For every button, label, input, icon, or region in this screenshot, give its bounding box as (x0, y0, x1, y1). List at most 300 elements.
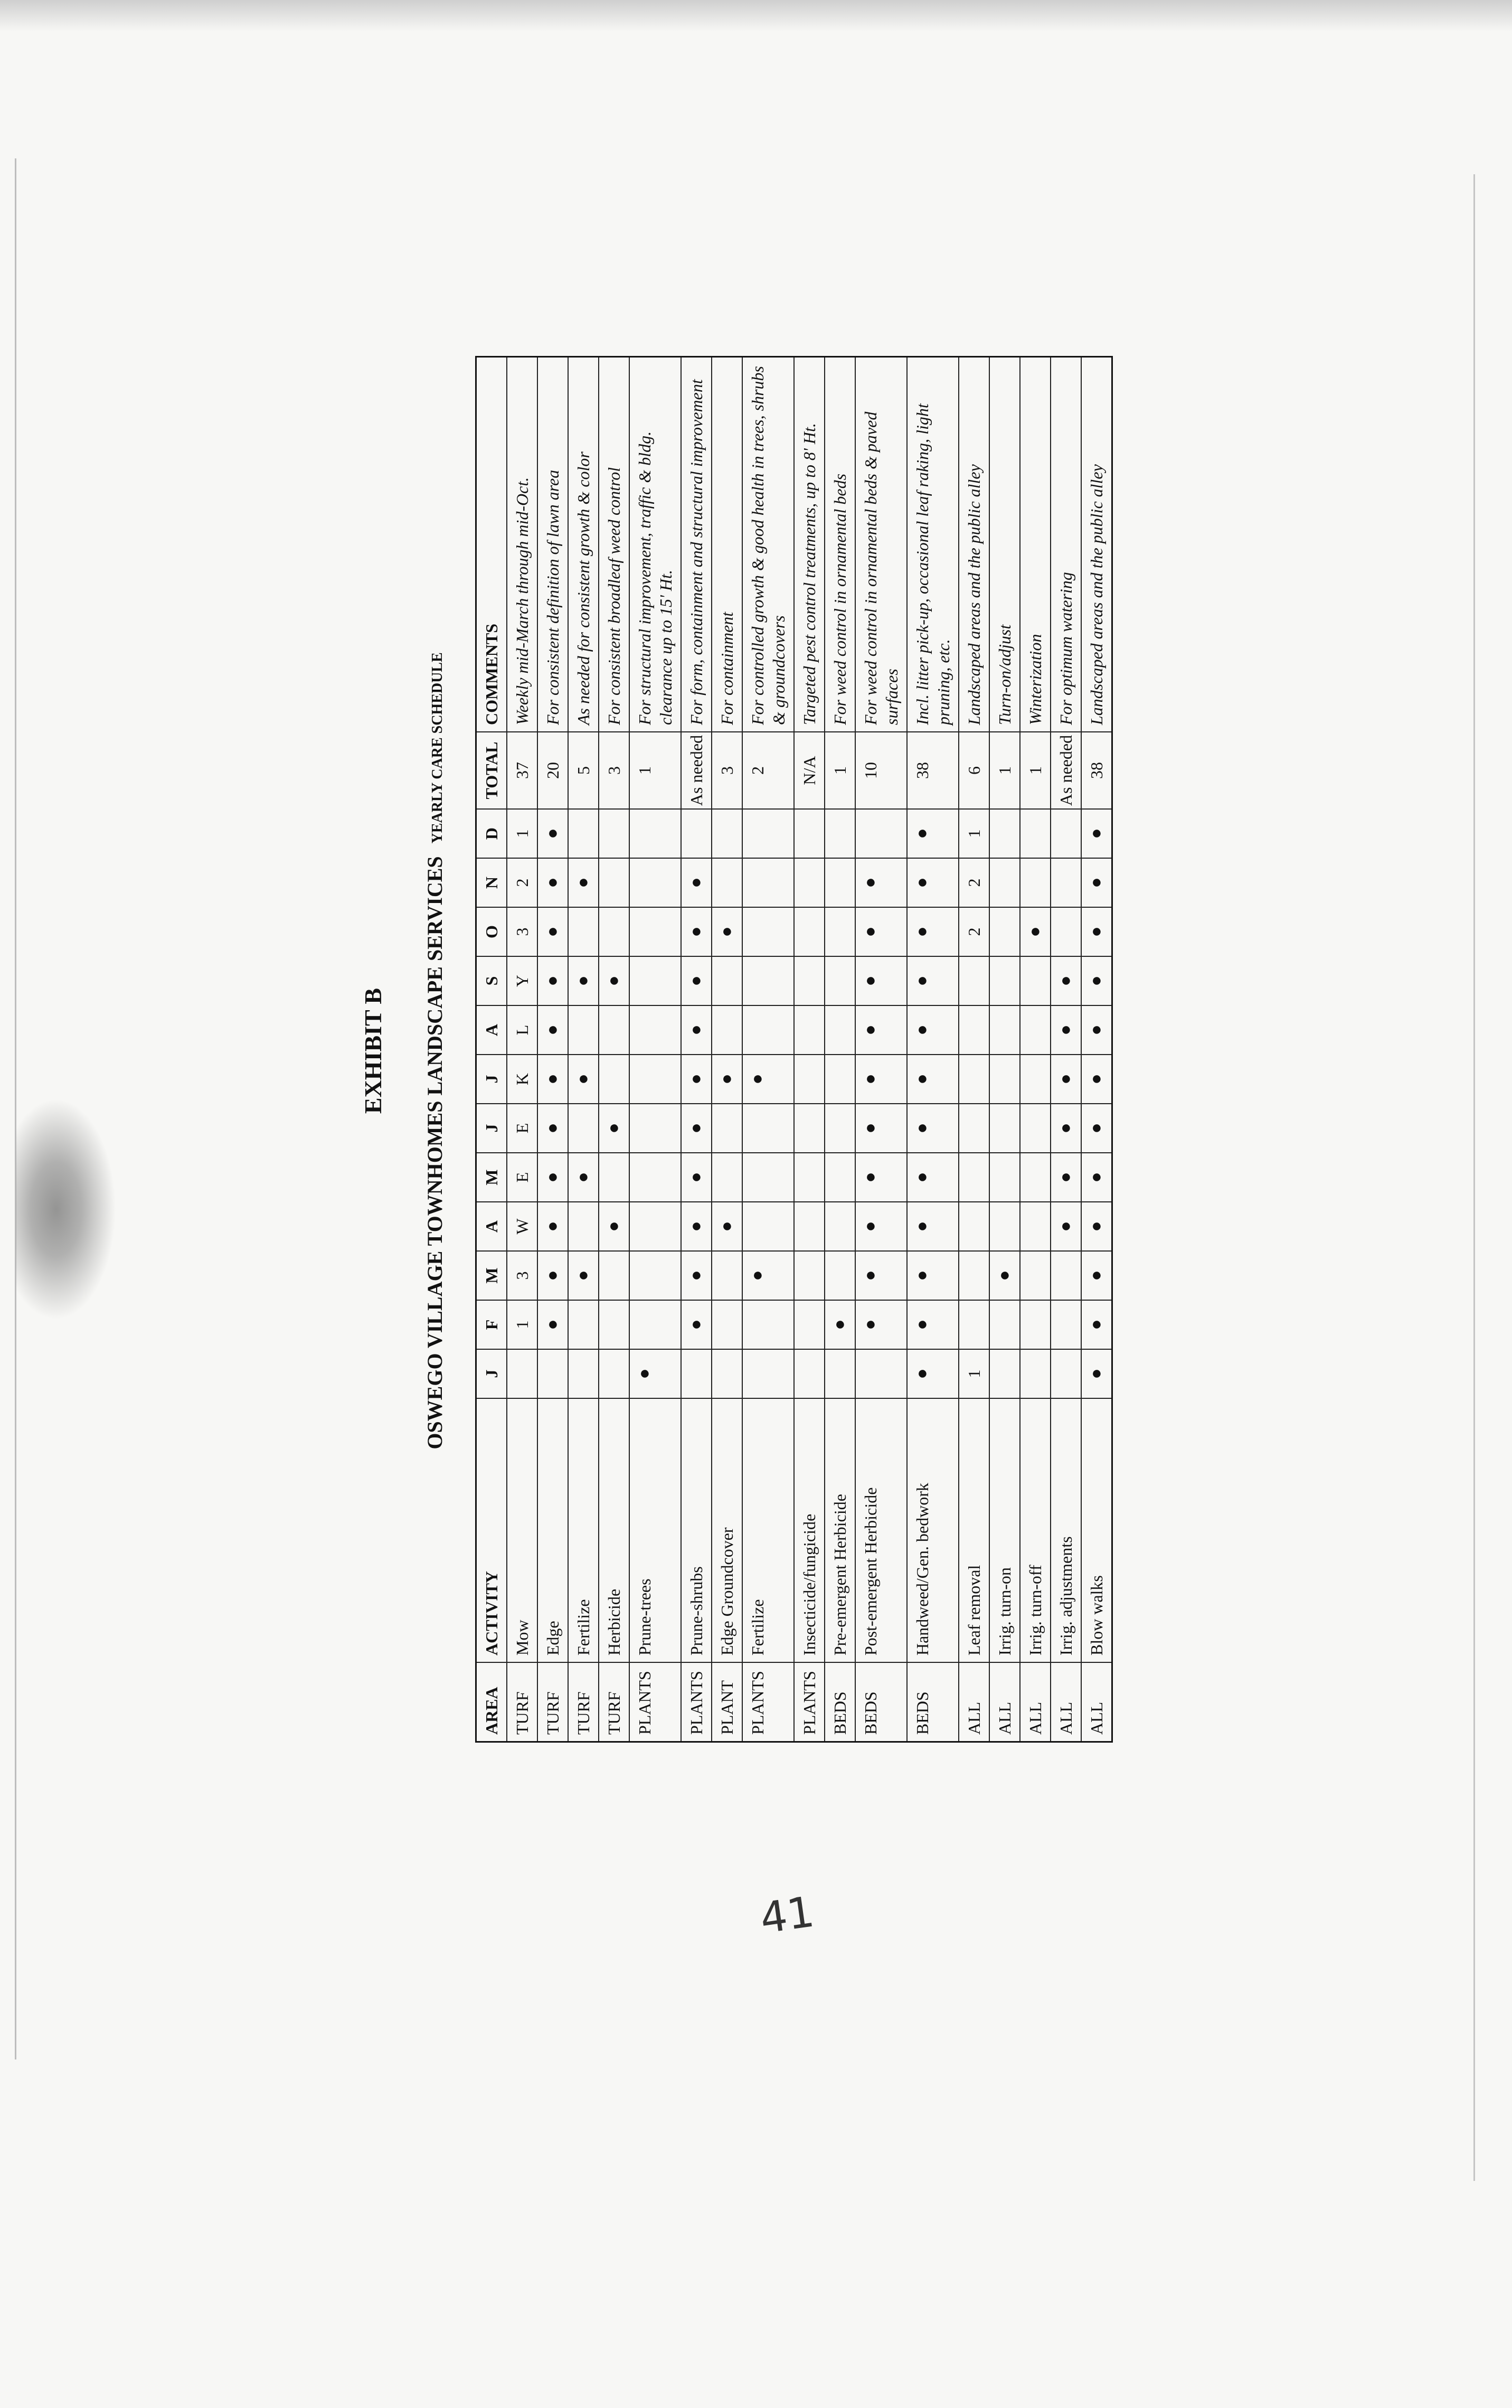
table-row (908, 358, 959, 1741)
month-cell (712, 1349, 742, 1398)
total-cell: 6 (959, 731, 989, 808)
month-cell (743, 1103, 793, 1152)
table-row (630, 358, 682, 1741)
month-cell (856, 1349, 906, 1398)
month-cell (825, 1349, 855, 1398)
total-cell: 38 (908, 731, 958, 808)
header-month: M (477, 1152, 506, 1201)
activity-cell: Mow (507, 1398, 537, 1662)
month-cell (825, 808, 855, 858)
month-cell: ● (825, 1300, 855, 1349)
month-cell (1051, 808, 1081, 858)
activity-cell: Fertilize (743, 1398, 793, 1662)
activity-cell: Irrig. turn-on (990, 1398, 1019, 1662)
month-cell (795, 1054, 824, 1103)
comments-cell: Weekly mid-March through mid-Oct. (513, 477, 532, 725)
month-cell (630, 1152, 681, 1201)
area-cell: BEDS (825, 1662, 855, 1741)
month-cell (990, 956, 1019, 1005)
month-cell: ● (682, 1005, 711, 1054)
area-cell: TURF (507, 1662, 537, 1741)
month-cell: ● (1082, 858, 1111, 907)
month-cell: ● (856, 1103, 906, 1152)
month-cell (1020, 1201, 1050, 1250)
area-cell: ALL (990, 1662, 1019, 1741)
month-cell (569, 1300, 598, 1349)
month-cell (795, 907, 824, 956)
month-cell (990, 1349, 1019, 1398)
month-cell (630, 1103, 681, 1152)
month-cell: ● (682, 1250, 711, 1300)
month-cell: 2 (507, 858, 537, 907)
month-cell (990, 1005, 1019, 1054)
month-cell (743, 1152, 793, 1201)
month-cell (743, 907, 793, 956)
month-cell (795, 1005, 824, 1054)
month-cell (630, 956, 681, 1005)
month-cell (825, 1250, 855, 1300)
month-cell (743, 1005, 793, 1054)
table-row (538, 358, 569, 1741)
month-cell: ● (569, 956, 598, 1005)
month-cell (743, 1300, 793, 1349)
month-cell (795, 858, 824, 907)
area-cell: BEDS (908, 1662, 958, 1741)
header-total: TOTAL (477, 731, 506, 808)
month-cell: ● (908, 1250, 958, 1300)
table-row (795, 358, 825, 1741)
area-cell: ALL (1082, 1662, 1111, 1741)
month-cell (959, 1201, 989, 1250)
comments-cell: For weed control in ornamental beds & paved surfaces (861, 411, 901, 725)
month-cell (569, 907, 598, 956)
total-cell: 3 (599, 731, 629, 808)
month-cell (795, 1250, 824, 1300)
month-cell (599, 1054, 629, 1103)
month-cell (825, 1152, 855, 1201)
month-cell (743, 808, 793, 858)
month-cell: ● (743, 1054, 793, 1103)
document-title: OSWEGO VILLAGE TOWNHOMES LANDSCAPE SERVICES (423, 856, 447, 1450)
month-cell (630, 1054, 681, 1103)
header-month: A (477, 1201, 506, 1250)
month-cell (599, 1005, 629, 1054)
month-cell: ● (1082, 1349, 1111, 1398)
month-cell (990, 808, 1019, 858)
month-cell (1020, 1300, 1050, 1349)
month-cell: ● (1082, 907, 1111, 956)
comments-cell: For weed control in ornamental beds (830, 473, 849, 725)
month-cell: ● (743, 1250, 793, 1300)
month-cell: ● (1082, 1152, 1111, 1201)
total-cell: 1 (990, 731, 1019, 808)
month-cell (599, 858, 629, 907)
total-cell: 1 (1020, 731, 1050, 808)
total-cell: 10 (856, 731, 906, 808)
month-cell (990, 1201, 1019, 1250)
month-cell (825, 1005, 855, 1054)
month-cell: ● (856, 1201, 906, 1250)
month-cell (1051, 858, 1081, 907)
total-cell: N/A (795, 731, 824, 808)
header-month: F (477, 1300, 506, 1349)
month-cell: ● (682, 907, 711, 956)
month-cell: K (507, 1054, 537, 1103)
month-cell (743, 1349, 793, 1398)
month-cell: ● (682, 1201, 711, 1250)
month-cell: ● (990, 1250, 1019, 1300)
month-cell: ● (682, 1152, 711, 1201)
month-cell (795, 1300, 824, 1349)
month-cell (825, 1103, 855, 1152)
month-cell: ● (538, 956, 568, 1005)
table-row (569, 358, 599, 1741)
scan-shadow-top (0, 0, 1512, 32)
month-cell: ● (1082, 1005, 1111, 1054)
month-cell (1020, 1054, 1050, 1103)
table-row (1082, 358, 1111, 1741)
month-cell: E (507, 1152, 537, 1201)
month-cell (630, 907, 681, 956)
month-cell: ● (856, 1054, 906, 1103)
month-cell: ● (1082, 1054, 1111, 1103)
month-cell: E (507, 1103, 537, 1152)
month-cell: ● (1020, 907, 1050, 956)
comments-cell: For controlled growth & good health in trees, shrubs & groundcovers (748, 366, 788, 725)
month-cell: ● (569, 1054, 598, 1103)
month-cell (795, 1152, 824, 1201)
month-cell (630, 1250, 681, 1300)
month-cell (712, 1005, 742, 1054)
area-cell: PLANT (712, 1662, 742, 1741)
month-cell: 1 (959, 1349, 989, 1398)
month-cell: ● (908, 1005, 958, 1054)
activity-cell: Blow walks (1082, 1398, 1111, 1662)
month-cell: ● (599, 956, 629, 1005)
area-cell: ALL (1051, 1662, 1081, 1741)
header-month: M (477, 1250, 506, 1300)
month-cell (795, 808, 824, 858)
month-cell (959, 1300, 989, 1349)
month-cell (1020, 1005, 1050, 1054)
month-cell (599, 1250, 629, 1300)
table-row (507, 358, 538, 1741)
header-month: J (477, 1349, 506, 1398)
month-cell: ● (538, 907, 568, 956)
header-activity: ACTIVITY (477, 1398, 506, 1662)
month-cell: ● (538, 808, 568, 858)
header-month: O (477, 907, 506, 956)
month-cell: ● (1082, 1201, 1111, 1250)
month-cell (712, 1103, 742, 1152)
table-row (743, 358, 795, 1741)
month-cell: ● (682, 858, 711, 907)
table-row (825, 358, 856, 1741)
month-cell (507, 1349, 537, 1398)
month-cell: ● (538, 1103, 568, 1152)
month-cell (1020, 858, 1050, 907)
total-cell: As needed (682, 731, 711, 808)
care-schedule-table (475, 356, 1113, 1743)
activity-cell: Handweed/Gen. bedwork (908, 1398, 958, 1662)
month-cell: ● (682, 1103, 711, 1152)
month-cell: 1 (507, 808, 537, 858)
area-cell: PLANTS (682, 1662, 711, 1741)
area-cell: TURF (538, 1662, 568, 1741)
total-cell: 38 (1082, 731, 1111, 808)
activity-cell: Fertilize (569, 1398, 598, 1662)
month-cell: ● (538, 1201, 568, 1250)
area-cell: PLANTS (743, 1662, 793, 1741)
comments-cell: Turn-on/adjust (995, 624, 1014, 725)
activity-cell: Edge (538, 1398, 568, 1662)
month-cell: ● (538, 1250, 568, 1300)
month-cell: ● (712, 1201, 742, 1250)
month-cell: 3 (507, 907, 537, 956)
month-cell: ● (856, 1152, 906, 1201)
area-cell: ALL (1020, 1662, 1050, 1741)
month-cell: ● (538, 1152, 568, 1201)
month-cell (825, 1201, 855, 1250)
month-cell: ● (538, 858, 568, 907)
activity-cell: Leaf removal (959, 1398, 989, 1662)
month-cell (1020, 1103, 1050, 1152)
table-row (1020, 358, 1051, 1741)
header-month: J (477, 1103, 506, 1152)
month-cell (990, 1103, 1019, 1152)
table-row (990, 358, 1020, 1741)
month-cell (1020, 808, 1050, 858)
month-cell (599, 907, 629, 956)
month-cell: ● (1051, 1005, 1081, 1054)
month-cell (712, 1152, 742, 1201)
area-cell: TURF (569, 1662, 598, 1741)
month-cell: ● (1082, 808, 1111, 858)
area-cell: ALL (959, 1662, 989, 1741)
month-cell (1051, 1349, 1081, 1398)
month-cell (712, 1300, 742, 1349)
total-cell: 1 (630, 731, 681, 808)
month-cell: ● (569, 858, 598, 907)
table-row (682, 358, 712, 1741)
month-cell: ● (1051, 1054, 1081, 1103)
table-row (1051, 358, 1082, 1741)
comments-cell: Targeted pest control treatments, up to 8' Ht. (800, 423, 819, 725)
activity-cell: Irrig. turn-off (1020, 1398, 1050, 1662)
month-cell: ● (682, 956, 711, 1005)
month-cell: ● (1082, 1103, 1111, 1152)
month-cell (569, 1349, 598, 1398)
month-cell (959, 1054, 989, 1103)
month-cell (990, 1054, 1019, 1103)
month-cell: ● (908, 1201, 958, 1250)
month-cell (990, 1300, 1019, 1349)
month-cell: ● (908, 1152, 958, 1201)
month-cell (712, 858, 742, 907)
header-month: D (477, 808, 506, 858)
month-cell (599, 808, 629, 858)
month-cell: W (507, 1201, 537, 1250)
month-cell (1051, 1300, 1081, 1349)
activity-cell: Pre-emergent Herbicide (825, 1398, 855, 1662)
month-cell: ● (682, 1300, 711, 1349)
month-cell (990, 858, 1019, 907)
month-cell (1051, 907, 1081, 956)
toner-smudge (16, 1098, 116, 1320)
activity-cell: Prune-trees (630, 1398, 681, 1662)
month-cell: Y (507, 956, 537, 1005)
month-cell: 2 (959, 907, 989, 956)
month-cell (630, 858, 681, 907)
month-cell (959, 1152, 989, 1201)
month-cell (959, 1250, 989, 1300)
month-cell (1020, 956, 1050, 1005)
month-cell: L (507, 1005, 537, 1054)
month-cell: 1 (959, 808, 989, 858)
comments-cell: Landscaped areas and the public alley (1087, 464, 1106, 725)
month-cell (743, 858, 793, 907)
area-cell: TURF (599, 1662, 629, 1741)
month-cell (630, 1005, 681, 1054)
month-cell (795, 1349, 824, 1398)
month-cell: ● (856, 907, 906, 956)
month-cell: ● (908, 956, 958, 1005)
month-cell (856, 808, 906, 858)
activity-cell: Edge Groundcover (712, 1398, 742, 1662)
month-cell: ● (712, 1054, 742, 1103)
month-cell (1020, 1250, 1050, 1300)
month-cell (569, 1005, 598, 1054)
comments-cell: For form, containment and structural improvement (687, 379, 706, 725)
header-month: N (477, 858, 506, 907)
month-cell: 1 (507, 1300, 537, 1349)
comments-cell: Landscaped areas and the public alley (965, 464, 984, 725)
month-cell (682, 1349, 711, 1398)
month-cell (743, 1201, 793, 1250)
page-edge-right (1473, 174, 1475, 2181)
table-row (856, 358, 908, 1741)
month-cell (682, 808, 711, 858)
month-cell: ● (908, 907, 958, 956)
month-cell: ● (538, 1054, 568, 1103)
table-row (712, 358, 743, 1741)
comments-cell: For consistent broadleaf weed control (604, 467, 623, 725)
month-cell: ● (1051, 1201, 1081, 1250)
total-cell: 1 (825, 731, 855, 808)
month-cell: ● (1082, 956, 1111, 1005)
month-cell (712, 808, 742, 858)
month-cell (990, 907, 1019, 956)
month-cell (630, 808, 681, 858)
exhibit-heading: EXHIBIT B (360, 987, 386, 1114)
header-month: A (477, 1005, 506, 1054)
comments-cell: As needed for consistent growth & color (574, 452, 593, 725)
month-cell (630, 1201, 681, 1250)
month-cell (795, 1103, 824, 1152)
activity-cell: Herbicide (599, 1398, 629, 1662)
comments-cell: For consistent definition of lawn area (543, 469, 562, 725)
total-cell: As needed (1051, 731, 1081, 808)
activity-cell: Insecticide/fungicide (795, 1398, 824, 1662)
table-header-row (477, 358, 507, 1741)
month-cell: ● (712, 907, 742, 956)
comments-cell: Incl. litter pick-up, occasional leaf raking, light pruning, etc. (913, 403, 953, 725)
month-cell: ● (569, 1250, 598, 1300)
comments-cell: Winterization (1026, 634, 1045, 725)
area-cell: PLANTS (795, 1662, 824, 1741)
total-cell: 2 (743, 731, 793, 808)
month-cell (569, 1103, 598, 1152)
month-cell: ● (908, 1103, 958, 1152)
month-cell (599, 1300, 629, 1349)
month-cell (825, 907, 855, 956)
activity-cell: Irrig. adjustments (1051, 1398, 1081, 1662)
header-month: J (477, 1054, 506, 1103)
month-cell: 2 (959, 858, 989, 907)
title-row (422, 317, 447, 1785)
month-cell: ● (1051, 956, 1081, 1005)
month-cell (569, 1201, 598, 1250)
table-row (959, 358, 990, 1741)
area-cell: BEDS (856, 1662, 906, 1741)
month-cell: ● (1082, 1300, 1111, 1349)
month-cell: ● (1051, 1152, 1081, 1201)
month-cell: ● (856, 956, 906, 1005)
month-cell: ● (630, 1349, 681, 1398)
total-cell: 3 (712, 731, 742, 808)
month-cell (743, 956, 793, 1005)
month-cell: ● (682, 1054, 711, 1103)
month-cell: ● (1082, 1250, 1111, 1300)
month-cell (599, 1349, 629, 1398)
total-cell: 37 (507, 731, 537, 808)
month-cell: ● (1051, 1103, 1081, 1152)
activity-cell: Post-emergent Herbicide (856, 1398, 906, 1662)
total-cell: 20 (538, 731, 568, 808)
month-cell (795, 1201, 824, 1250)
handwritten-page-number: 41 (757, 1887, 817, 1943)
month-cell: 3 (507, 1250, 537, 1300)
header-month: S (477, 956, 506, 1005)
month-cell (712, 1250, 742, 1300)
month-cell: ● (856, 1300, 906, 1349)
month-cell (630, 1300, 681, 1349)
month-cell: ● (599, 1103, 629, 1152)
month-cell: ● (908, 1349, 958, 1398)
month-cell: ● (856, 858, 906, 907)
comments-cell: For structural improvement, traffic & bldg. clearance up to 15' Ht. (635, 431, 675, 725)
header-area: AREA (477, 1662, 506, 1741)
month-cell: ● (908, 1300, 958, 1349)
activity-cell: Prune-shrubs (682, 1398, 711, 1662)
month-cell (990, 1152, 1019, 1201)
area-cell: PLANTS (630, 1662, 681, 1741)
header-comments: COMMENTS (482, 624, 501, 725)
rotated-document (359, 317, 1130, 1785)
month-cell (569, 808, 598, 858)
month-cell (959, 1103, 989, 1152)
document-subtitle: YEARLY CARE SCHEDULE (429, 652, 446, 844)
month-cell (1020, 1349, 1050, 1398)
month-cell (712, 956, 742, 1005)
month-cell: ● (908, 1054, 958, 1103)
month-cell: ● (538, 1005, 568, 1054)
comments-cell: For containment (717, 612, 736, 725)
month-cell (959, 956, 989, 1005)
month-cell (959, 1005, 989, 1054)
table-row (599, 358, 630, 1741)
month-cell (825, 956, 855, 1005)
